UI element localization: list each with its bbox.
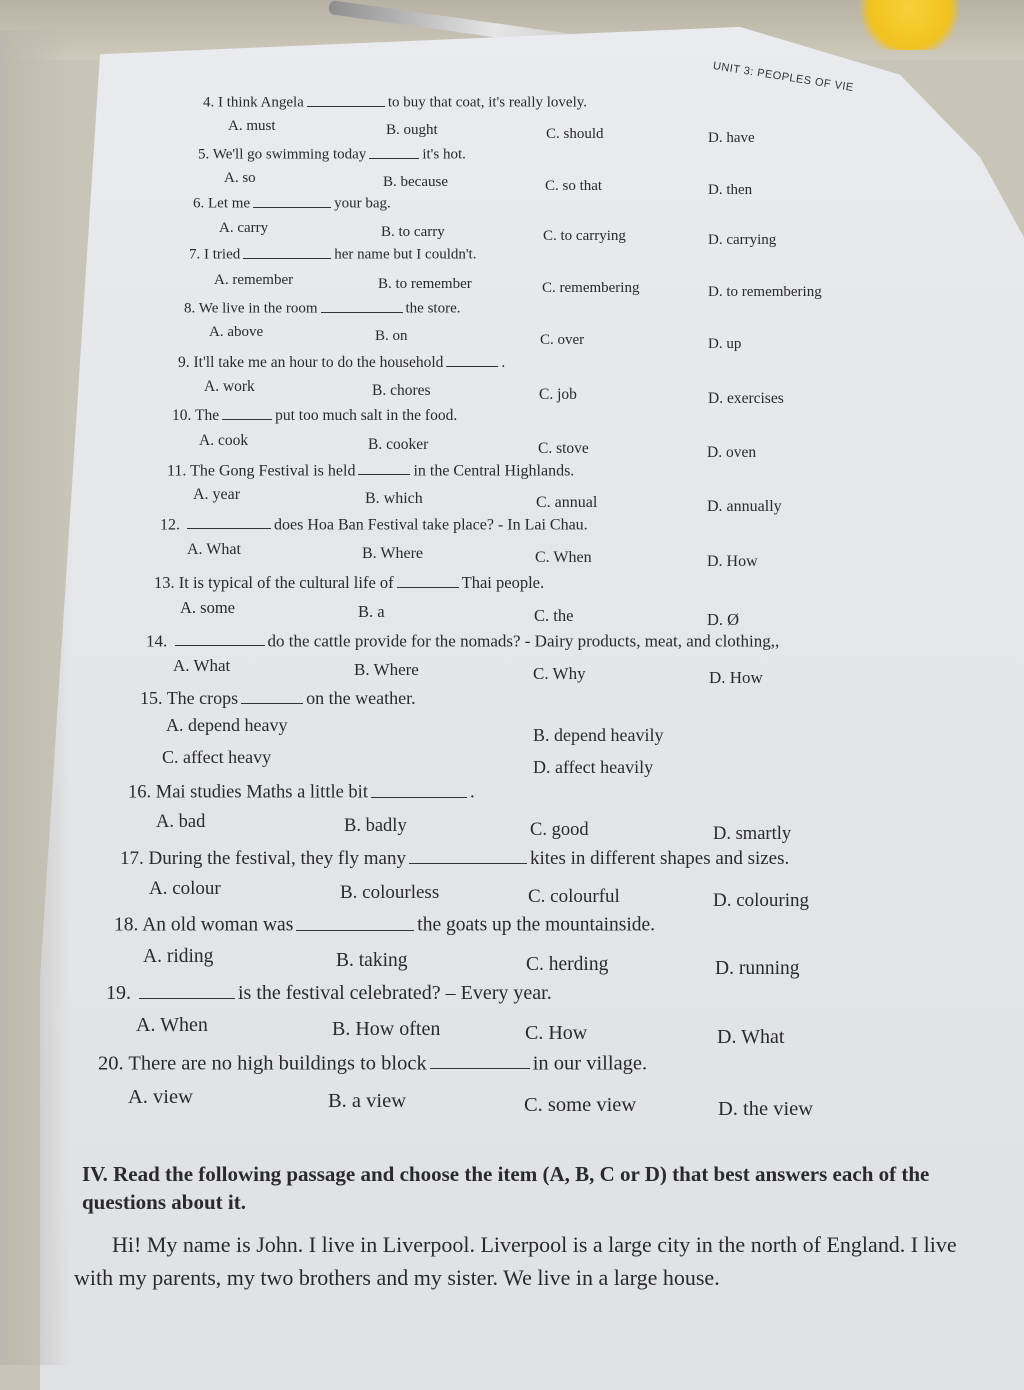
option-b: B. to remember <box>378 276 472 292</box>
question-16 <box>128 780 475 804</box>
option-b: B. to carry <box>381 224 445 240</box>
option-a: A. When <box>136 1014 208 1036</box>
question-text-before: The crops <box>166 688 239 709</box>
question-number: 6. <box>193 195 208 212</box>
reading-passage: Hi! My name is John. I live in Liverpool. Liverpool is a large city in the north of England. I live with my parents, my two brothers and my sister. We live in a large house. <box>74 1232 957 1290</box>
section-heading: IV. Read the following passage and choose the item (A, B, C or D) that best answers each of the questions about it. <box>82 1162 930 1214</box>
question-number: 14. <box>146 631 172 651</box>
question-20 <box>98 1050 647 1075</box>
answer-blank <box>296 912 414 931</box>
option-d: D. How <box>709 668 763 687</box>
question-text-before: The Gong Festival is held <box>190 462 356 480</box>
question-text-after: is the festival celebrated? – Every year. <box>238 982 552 1004</box>
question-text-before: The <box>194 406 220 424</box>
option-a: A. cook <box>199 432 249 449</box>
option-a: A. What <box>187 541 241 558</box>
option-b: B. colourless <box>340 882 440 903</box>
option-a: A. riding <box>143 946 214 967</box>
question-number: 8. <box>184 300 199 317</box>
question-text-after: your bag. <box>334 195 391 212</box>
option-b: B. chores <box>372 382 431 399</box>
question-text-after: to buy that coat, it's really lovely. <box>387 94 588 111</box>
question-text-after: does Hoa Ban Festival take place? - In Lai Chau. <box>274 516 588 534</box>
option-d: D. running <box>715 958 800 979</box>
unit-header: UNIT 3: PEOPLES OF VIE <box>712 60 855 95</box>
answer-blank <box>253 193 331 208</box>
option-a: A. work <box>204 378 255 395</box>
question-9 <box>178 352 505 372</box>
option-d: D. carrying <box>708 232 777 248</box>
option-a: A. bad <box>156 812 206 832</box>
question-text-before: We live in the room <box>198 300 318 317</box>
question-text-before: I think Angela <box>218 94 304 111</box>
option-b: B. a view <box>328 1090 406 1112</box>
option-a: A. so <box>224 170 256 186</box>
question-text-after: the goats up the mountainside. <box>417 914 656 936</box>
option-c: C. job <box>539 386 577 403</box>
option-b: B. because <box>383 174 448 190</box>
question-text-after: the store. <box>405 300 461 317</box>
option-a: A. colour <box>149 878 221 899</box>
answer-blank <box>222 405 272 420</box>
question-number: 7. <box>189 246 204 263</box>
option-d: D. Ø <box>707 610 740 629</box>
option-a: A. depend heavy <box>166 715 288 735</box>
option-d: D. exercises <box>708 390 784 407</box>
question-number: 12. <box>160 516 184 534</box>
option-c: C. should <box>546 126 604 142</box>
option-a: A. carry <box>219 220 269 236</box>
question-text-before: During the festival, they fly many <box>148 848 406 870</box>
answer-blank <box>430 1050 530 1069</box>
question-17 <box>120 846 789 870</box>
option-d: D. affect heavily <box>533 757 654 777</box>
option-c: C. to carrying <box>543 228 626 244</box>
question-8 <box>184 298 460 318</box>
option-b: B. badly <box>344 816 407 836</box>
option-c: C. the <box>534 606 574 625</box>
question-11 <box>167 460 574 480</box>
question-number: 10. <box>172 406 195 424</box>
option-d: D. smartly <box>713 824 792 844</box>
option-a: A. above <box>209 324 264 340</box>
question-number: 20. <box>98 1052 129 1075</box>
question-number: 9. <box>178 353 194 371</box>
option-a: A. some <box>180 598 235 617</box>
question-7 <box>189 244 476 264</box>
option-d: D. annually <box>707 498 782 515</box>
question-number: 16. <box>128 782 156 803</box>
question-number: 5. <box>198 146 213 163</box>
option-b: B. depend heavily <box>533 725 664 745</box>
question-13 <box>154 572 544 593</box>
answer-blank <box>369 144 419 159</box>
answer-blank <box>397 572 459 588</box>
option-d: D. What <box>717 1026 785 1048</box>
option-b: B. Where <box>354 660 419 679</box>
question-number: 18. <box>114 914 143 936</box>
question-19 <box>106 980 552 1005</box>
answer-blank <box>187 514 271 529</box>
option-d: D. How <box>707 553 758 570</box>
question-text-after: Thai people. <box>461 572 545 592</box>
option-b: B. taking <box>336 950 408 971</box>
option-c: C. How <box>525 1022 588 1044</box>
question-number: 15. <box>140 688 167 709</box>
option-a: A. view <box>128 1086 193 1108</box>
answer-blank <box>446 352 498 367</box>
question-text-after: her name but I couldn't. <box>334 246 477 263</box>
question-text-before: It'll take me an hour to do the household <box>193 353 444 371</box>
answer-blank <box>243 244 331 259</box>
option-c: C. affect heavy <box>162 747 272 767</box>
question-text-after: . <box>501 353 506 371</box>
question-10 <box>172 405 457 425</box>
question-text-before: It is typical of the cultural life of <box>178 572 394 592</box>
option-d: D. have <box>708 130 755 146</box>
option-a: A. remember <box>214 272 294 288</box>
answer-blank <box>358 460 410 475</box>
option-d: D. up <box>708 336 742 352</box>
option-d: D. colouring <box>713 890 810 911</box>
option-a: A. must <box>228 118 276 134</box>
answer-blank <box>321 298 403 313</box>
question-number: 17. <box>120 848 149 870</box>
option-b: B. on <box>375 328 408 344</box>
question-number: 11. <box>167 462 191 480</box>
option-d: D. oven <box>707 444 757 461</box>
option-c: C. remembering <box>542 280 640 296</box>
option-c: C. annual <box>536 494 598 511</box>
question-text-before: Mai studies Maths a little bit <box>155 782 368 803</box>
question-text-after: it's hot. <box>422 146 466 163</box>
option-b: B. cooker <box>368 436 429 453</box>
option-d: D. then <box>708 182 753 198</box>
option-b: B. How often <box>332 1018 441 1040</box>
question-text-before: We'll go swimming today <box>212 146 367 163</box>
answer-blank <box>241 687 303 704</box>
option-c: C. When <box>535 549 592 566</box>
question-text-after: in the Central Highlands. <box>413 462 575 480</box>
option-c: C. so that <box>545 178 603 194</box>
option-d: D. to remembering <box>708 284 822 300</box>
question-text-after: do the cattle provide for the nomads? - Dairy products, meat, and clothing,, <box>267 631 780 651</box>
question-number: 19. <box>106 982 136 1004</box>
option-a: A. year <box>193 486 241 503</box>
question-text-after: in our village. <box>532 1052 648 1075</box>
question-text-after: . <box>469 782 475 803</box>
option-b: B. ought <box>386 122 438 138</box>
question-number: 13. <box>154 572 179 592</box>
question-text-after: on the weather. <box>306 688 416 709</box>
option-c: C. Why <box>533 664 586 683</box>
option-b: B. Where <box>362 545 424 562</box>
question-14 <box>146 630 779 651</box>
question-18 <box>114 912 655 937</box>
question-text-before: There are no high buildings to block <box>128 1052 427 1075</box>
option-b: B. which <box>365 490 423 507</box>
answer-blank <box>175 630 265 646</box>
question-text-after: kites in different shapes and sizes. <box>530 848 790 870</box>
question-text-before: Let me <box>208 195 251 212</box>
question-4 <box>203 92 587 112</box>
question-5 <box>198 144 466 164</box>
answer-blank <box>371 780 467 798</box>
option-c: C. good <box>530 820 589 840</box>
answer-blank <box>307 92 385 107</box>
yellow-flower <box>850 0 970 50</box>
answer-blank <box>139 980 235 999</box>
question-15 <box>140 687 416 709</box>
option-b: B. a <box>358 602 385 621</box>
option-c: C. stove <box>538 440 589 457</box>
question-text-before: An old woman was <box>142 914 294 936</box>
option-d: D. the view <box>718 1098 814 1120</box>
option-c: C. herding <box>526 954 609 975</box>
paper-shadow <box>0 30 70 1365</box>
option-c: C. over <box>540 332 585 348</box>
option-c: C. colourful <box>528 886 620 907</box>
answer-blank <box>409 846 527 864</box>
question-text-before: I tried <box>204 246 241 263</box>
question-12 <box>160 514 588 534</box>
option-a: A. What <box>173 656 231 675</box>
question-6 <box>193 193 391 213</box>
option-c: C. some view <box>524 1094 637 1116</box>
question-text-after: put too much salt in the food. <box>275 406 458 424</box>
question-number: 4. <box>203 94 218 111</box>
